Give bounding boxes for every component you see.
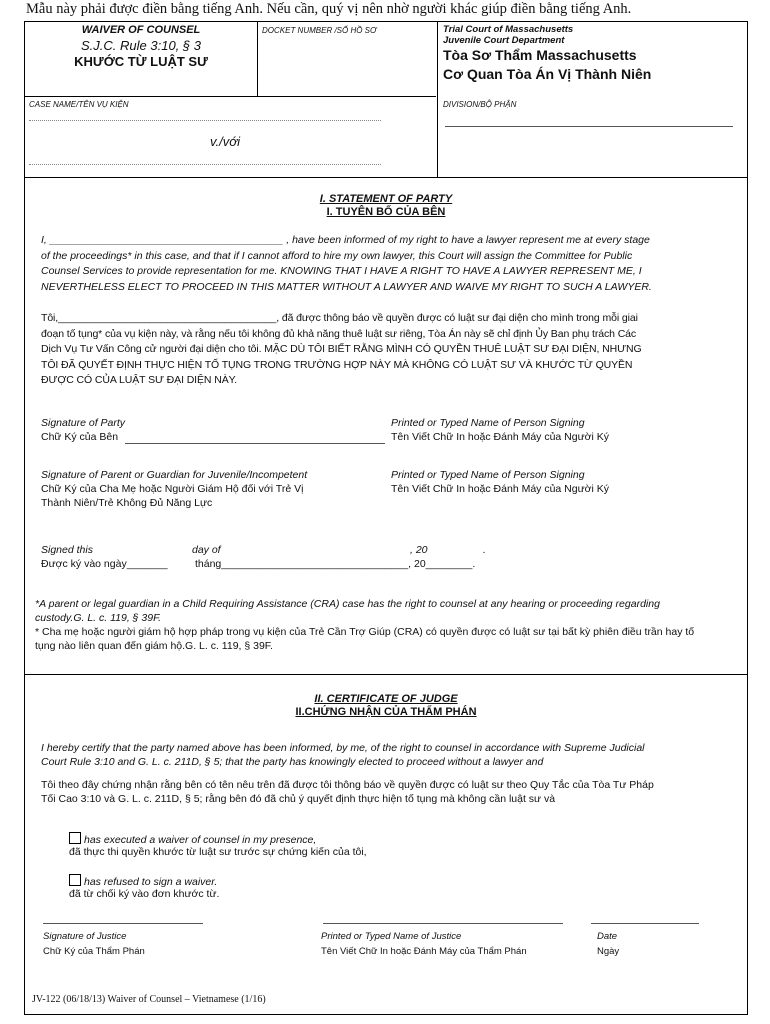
period-en: . xyxy=(483,544,486,556)
section2-title-en: II. CERTIFICATE OF JUDGE xyxy=(314,693,458,705)
signed-this-vi[interactable]: Được ký vào ngày_______ xyxy=(41,558,168,570)
versus-label: v./với xyxy=(210,134,241,149)
form-title-en: WAIVER OF COUNSEL xyxy=(81,24,201,36)
sig-parent-en: Signature of Parent or Guardian for Juvenile/Incompetent xyxy=(41,469,308,481)
section1-title-vi: I. TUYÊN BỐ CỦA BÊN xyxy=(326,206,446,218)
sig-justice-en: Signature of Justice xyxy=(43,931,127,942)
year-en: , 20 xyxy=(410,544,428,556)
printed-name-en: Printed or Typed Name of Person Signing xyxy=(391,417,585,429)
refused-waiver-checkbox[interactable] xyxy=(69,874,81,886)
section1-paragraph-en: I, ________________________________________ , have been informed of my right to have a lawyer represent me at every stage of the proceedings* in this case, and that if I cannot afford to hire my own lawyer, this Court will assign the Committee for Public Counsel Services to provide representation for me. KNOWING THAT I HAVE A RIGHT TO HAVE A LAWYER REPRESENT ME, I NEVERTHELESS ELECT TO PROCEED IN THIS MATTER WITHOUT A LAWYER AND WAIVE MY RIGHT TO SUCH A LAWYER. xyxy=(41,234,652,293)
case-name-label: CASE NAME/TÊN VỤ KIỆN xyxy=(29,100,129,109)
section2-frame xyxy=(24,675,748,1015)
form-footer: JV-122 (06/18/13) Waiver of Counsel – Vietnamese (1/16) xyxy=(32,994,266,1005)
executed-waiver-checkbox[interactable] xyxy=(69,832,81,844)
division-field[interactable] xyxy=(445,126,733,127)
section2-paragraph-vi: Tôi theo đây chứng nhận rằng bên có tên nêu trên đã được tôi thông báo về quyền được có luật sư theo Quy Tắc của Tòa Tư Pháp Tối Cao 3:10 và G. L. c. 211D, § 5; rằng bên đó đã chủ ý quyết định thực hiện tố tụng mà không cần luật sư và xyxy=(41,779,654,805)
court-en-1: Trial Court of Massachusetts xyxy=(443,24,574,35)
signed-this-en: Signed this xyxy=(41,544,93,556)
footnote-vi: * Cha mẹ hoặc người giám hộ hợp pháp trong vụ kiện của Trẻ Cần Trợ Giúp (CRA) có quyền được có luật sư tại bất kỳ phiên điều trần hay tố tụng nào liên quan đến giám hộ.G. L. c. 119, § 39F. xyxy=(35,626,695,652)
option-refused-waiver[interactable]: has refused to sign a waiver. xyxy=(69,874,217,888)
name-justice-vi: Tên Viết Chữ In hoặc Đánh Máy của Thẩm Phán xyxy=(321,946,527,957)
footnote-en: *A parent or legal guardian in a Child Requiring Assistance (CRA) case has the right to counsel at any hearing or proceeding regarding custody.G. L. c. 119, § 39F. xyxy=(35,598,660,624)
option-executed-waiver[interactable]: has executed a waiver of counsel in my presence, xyxy=(69,832,316,846)
justice-signature-line[interactable] xyxy=(43,923,203,924)
section2-title-vi: II.CHỨNG NHẬN CỦA THẨM PHÁN xyxy=(295,706,477,718)
printed-name2-en: Printed or Typed Name of Person Signing xyxy=(391,469,585,481)
month-vi[interactable]: tháng________________________________, 20________. xyxy=(195,558,476,570)
sig-party-line[interactable] xyxy=(125,443,385,444)
language-notice: Mẫu này phải được điền bằng tiếng Anh. Nếu cần, quý vị nên nhờ người khác giúp điền bằng tiếng Anh. xyxy=(26,1,632,17)
sig-parent-vi-1: Chữ Ký của Cha Mẹ hoặc Người Giám Hộ đối với Trẻ Vị xyxy=(41,483,304,495)
header-divider-2 xyxy=(437,22,438,177)
section1-title-en: I. STATEMENT OF PARTY xyxy=(319,193,453,205)
sig-parent-vi-2: Thành Niên/Trẻ Không Đủ Năng Lực xyxy=(41,497,213,509)
date-line[interactable] xyxy=(591,923,699,924)
docket-label: DOCKET NUMBER /SỐ HỒ SƠ xyxy=(262,26,377,35)
sig-party-vi: Chữ Ký của Bên xyxy=(41,431,119,443)
case-name-line-1[interactable] xyxy=(29,120,381,121)
division-label: DIVISION/BỘ PHẬN xyxy=(443,100,517,109)
justice-name-line[interactable] xyxy=(323,923,563,924)
form-frame xyxy=(24,21,748,675)
section2-paragraph-en: I hereby certify that the party named above has been informed, by me, of the right to counsel in accordance with Supreme Judicial Court Rule 3:10 and G. L. c. 211D, § 5; that the party has knowingly elected to proceed without a lawyer and xyxy=(41,742,645,768)
printed-name2-vi: Tên Viết Chữ In hoặc Đánh Máy của Người Ký xyxy=(391,483,610,495)
section1-top-rule xyxy=(25,177,747,178)
court-vi-1: Tòa Sơ Thẩm Massachusetts xyxy=(443,47,637,63)
day-of-en: day of xyxy=(192,544,221,556)
case-name-line-2[interactable] xyxy=(29,164,381,165)
sig-justice-vi: Chữ Ký của Thẩm Phán xyxy=(43,946,145,957)
court-vi-2: Cơ Quan Tòa Án Vị Thành Niên xyxy=(443,66,652,82)
docket-number-field[interactable] xyxy=(262,40,432,90)
option-executed-waiver-vi: đã thực thi quyền khước từ luật sư trước sự chứng kiến của tôi, xyxy=(69,846,367,858)
form-rule: S.J.C. Rule 3:10, § 3 xyxy=(81,38,201,53)
form-title-vi: KHƯỚC TỪ LUẬT SƯ xyxy=(74,54,208,69)
court-en-2: Juvenile Court Department xyxy=(443,35,565,46)
header-row-rule xyxy=(25,96,436,97)
name-justice-en: Printed or Typed Name of Justice xyxy=(321,931,462,942)
date-vi: Ngày xyxy=(597,946,620,957)
date-en: Date xyxy=(597,931,618,942)
section1-paragraph-vi: Tôi,______________________________________, đã được thông báo về quyền được có luật sư đại diện cho mình trong mỗi giai đoạn tố tụng* của vụ kiện này, và rằng nếu tôi không đủ khả năng thuê luật sư riêng, Tòa Án này sẽ chỉ định Ủy Ban phụ trách Các Dịch Vụ Tư Vấn Công cử người đại diện cho tôi. MẶC DÙ TÔI BIẾT RẰNG MÌNH CÓ QUYỀN THUÊ LUẬT SƯ ĐẠI DIỆN, NHƯNG TÔI ĐÃ QUYẾT ĐỊNH THỰC HIỆN TỐ TỤNG TRONG TRƯỜNG HỢP NÀY MÀ KHÔNG CÓ LUẬT SƯ VÀ KHƯỚC TỪ QUYỀN ĐƯỢC CÓ CỦA LUẬT SƯ ĐẠI DIỆN NÀY. xyxy=(41,312,642,386)
sig-party-en: Signature of Party xyxy=(41,417,126,429)
printed-name-vi: Tên Viết Chữ In hoặc Đánh Máy của Người Ký xyxy=(391,431,610,443)
header-divider-1 xyxy=(257,22,258,96)
option-refused-waiver-vi: đã từ chối ký vào đơn khước từ. xyxy=(69,888,220,900)
